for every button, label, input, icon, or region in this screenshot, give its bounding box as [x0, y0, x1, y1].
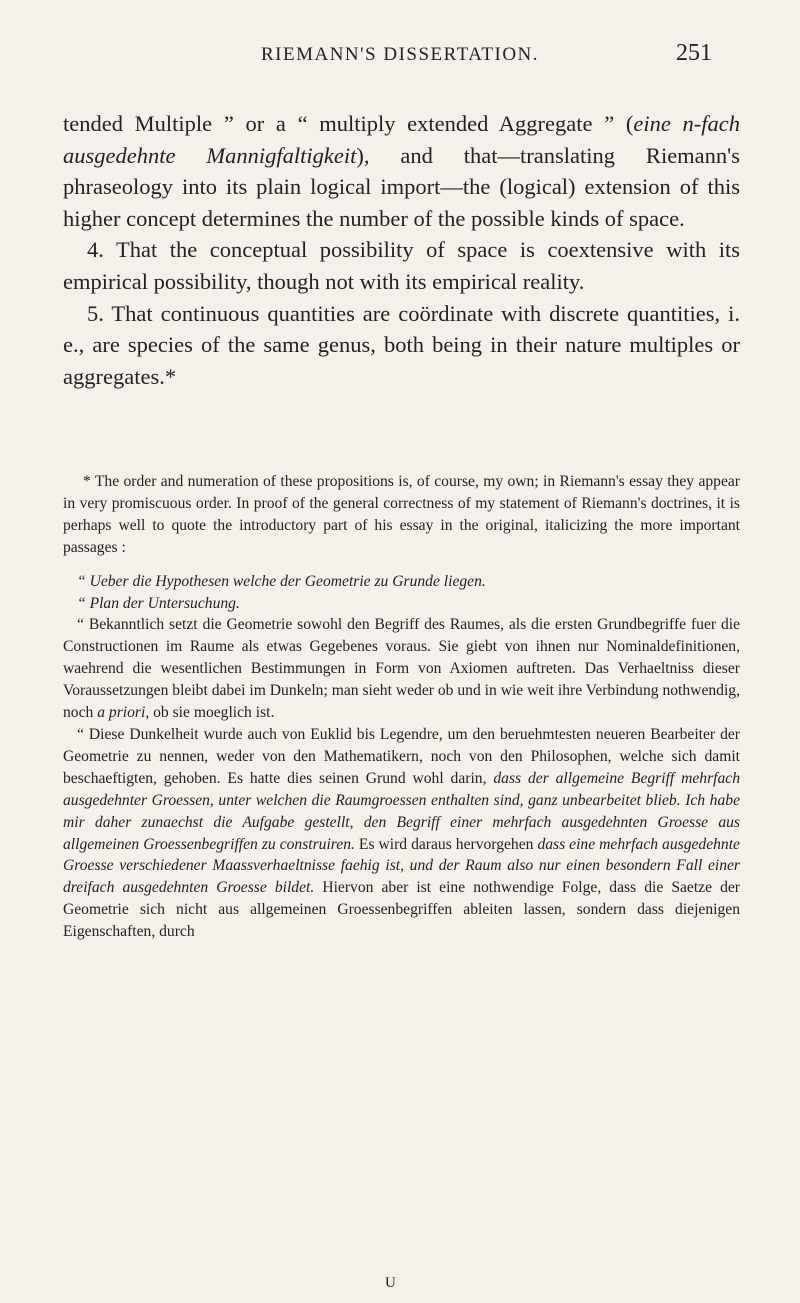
running-head: RIEMANN'S DISSERTATION. [260, 44, 540, 65]
quote-paragraph-1: “ Bekanntlich setzt die Geometrie sowohl den Begriff des Raumes, als die ersten Grundbegriffe fuer die Constructionen im Raume als etwas Gegebenes voraus. Sie giebt von ihnen nur Nominaldefinitionen, waehrend die wesentlichen Bestimmungen in Form von Axiomen auftreten. Das Verhaeltniss dieser Voraussetzungen bleibt dabei im Dunkeln; man sieht weder ob und in wie weit ihre Verbindung nothwendig, noch a priori, ob sie moeglich ist. [63, 616, 740, 722]
paragraph-continuation: tended Multiple ” or a “ multiply extended Aggregate ” (eine n-fach ausgedehnte Mannigfaltigkeit), and that—translating Riemann's phraseology into its plain logical import—the (logical) extension of this higher concept determines the number of the possible kinds of space. [63, 111, 740, 231]
signature-mark: U [385, 1275, 396, 1291]
page-number: 251 [676, 40, 712, 66]
proposition-5: 5. That continuous quantities are coördinate with discrete quantities, i. e., are species of the same genus, both being in their nature multiples or aggregates.* [63, 300, 740, 389]
quote-title: “ Ueber die Hypothesen welche der Geometrie zu Grunde liegen. [77, 572, 486, 590]
quote-subtitle: “ Plan der Untersuchung. [77, 594, 240, 612]
main-text [63, 108, 740, 392]
german-term: eine n-fach ausgedehnte Mannigfaltigkeit [63, 111, 740, 168]
footnote [63, 471, 740, 943]
quote-paragraph-2: “ Diese Dunkelheit wurde auch von Euklid bis Legendre, um den beruehmtesten neueren Bearbeiter der Geometrie zu nennen, weder von den Mathematikern, noch von den Philosophen, welche sich damit beschaeftigten, gehoben. Es hatte dies seinen Grund wohl darin, dass der allgemeine Begriff mehrfach ausgedehnter Groessen, unter welchen die Raumgroessen enthalten sind, ganz unbearbeitet blieb. Ich habe mir daher zunaechst die Aufgabe gestellt, den Begriff einer mehrfach ausgedehnten Groesse aus allgemeinen Groessenbegriffen zu construiren. Es wird daraus hervorgehen dass eine mehrfach ausgedehnte Groesse verschiedener Maassverhaeltnisse faehig ist, und der Raum also nur einen besondern Fall einer dreifach ausgedehnten Groesse bildet. Hiervon aber ist eine nothwendige Folge, dass die Saetze der Geometrie sich nicht aus allgemeinen Groessenbegriffen ableiten lassen, sondern dass diejenigen Eigenschaften, durch [63, 725, 741, 941]
footnote-intro: * The order and numeration of these propositions is, of course, my own; in Riemann's essay they appear in very promiscuous order. In proof of the general correctness of my statement of Riemann's doctrines, it is perhaps well to quote the introductory part of his essay in the original, italicizing the more important passages : [63, 473, 740, 556]
proposition-4: 4. That the conceptual possibility of space is coextensive with its empirical possibility, though not with its empirical reality. [63, 237, 740, 294]
